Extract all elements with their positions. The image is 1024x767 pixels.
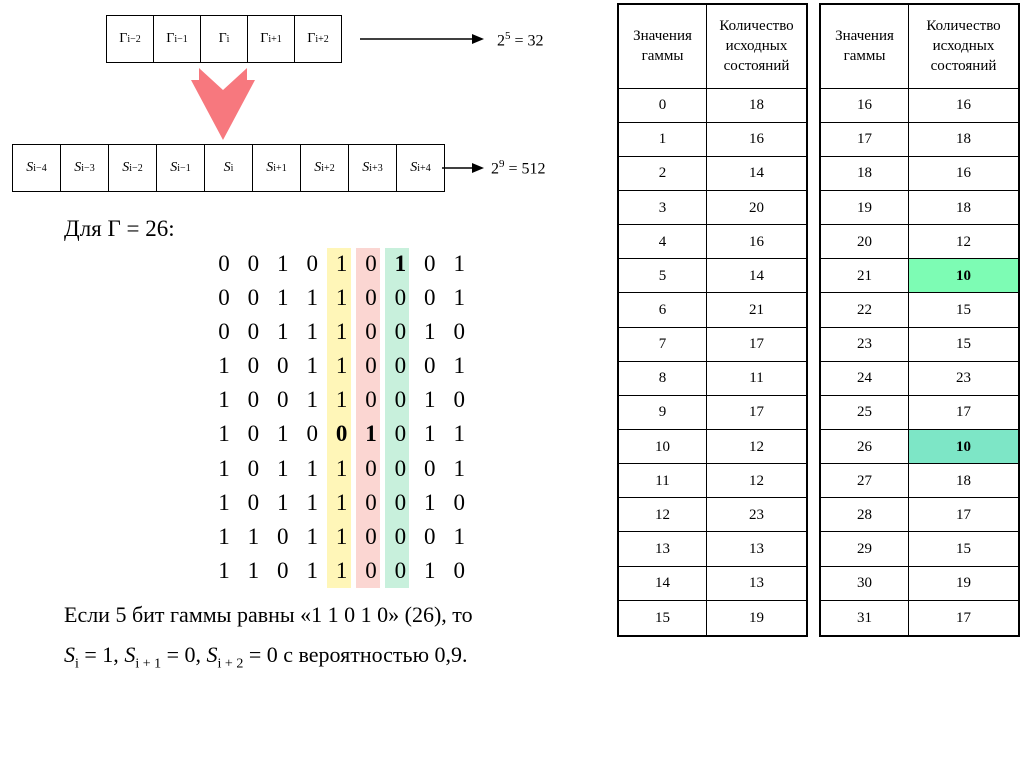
gamma-value-cell: 7 bbox=[619, 328, 707, 361]
bit: 0 bbox=[365, 557, 377, 583]
bit: 1 bbox=[218, 557, 230, 583]
bit: 1 bbox=[335, 285, 348, 311]
gamma-value-cell: 16 bbox=[821, 89, 909, 122]
header-gamma-values: Значения гаммы bbox=[821, 5, 909, 88]
table-row bbox=[821, 532, 1018, 566]
gamma-value-cell: 29 bbox=[821, 532, 909, 565]
bit: 0 bbox=[394, 523, 407, 549]
state-count-cell: 16 bbox=[749, 233, 764, 250]
bit: 1 bbox=[335, 489, 348, 515]
state-cell: S i−1 bbox=[157, 145, 205, 191]
bit: 0 bbox=[277, 353, 289, 379]
gamma-value-cell: 14 bbox=[619, 567, 707, 600]
gamma-value-cell: 21 bbox=[821, 259, 909, 292]
gamma-value-cell: 26 bbox=[821, 430, 909, 463]
bit: 1 bbox=[247, 557, 260, 583]
gamma-value-cell: 15 bbox=[619, 601, 707, 635]
bit: 0 bbox=[365, 251, 377, 276]
gamma-cell: Γ i bbox=[201, 16, 248, 62]
state-count-cell: 18 bbox=[956, 199, 971, 216]
gamma-cell: Γ i−1 bbox=[154, 16, 201, 62]
arrow-right-icon bbox=[442, 160, 486, 176]
bit: 1 bbox=[394, 251, 407, 276]
state-count-cell: 16 bbox=[749, 131, 764, 148]
gamma-value-cell: 0 bbox=[619, 89, 707, 122]
table-row bbox=[619, 225, 806, 259]
state-cell: S i−2 bbox=[109, 145, 157, 191]
gamma-value-cell: 8 bbox=[619, 362, 707, 395]
bit: 1 bbox=[453, 353, 465, 379]
gamma-value-cell: 13 bbox=[619, 532, 707, 565]
bit: 0 bbox=[365, 489, 377, 515]
bit: 1 bbox=[335, 387, 348, 413]
bit: 1 bbox=[335, 353, 348, 379]
bit: 1 bbox=[424, 421, 436, 447]
table-row bbox=[619, 532, 806, 566]
table-row bbox=[821, 464, 1018, 498]
bit: 0 bbox=[277, 557, 289, 583]
gamma-value-cell: 23 bbox=[821, 328, 909, 361]
bit: 0 bbox=[394, 557, 407, 583]
bit: 1 bbox=[218, 455, 230, 481]
bit: 0 bbox=[424, 455, 436, 481]
bit: 1 bbox=[424, 489, 436, 515]
table-header bbox=[619, 5, 806, 89]
state-count-cell: 17 bbox=[749, 404, 764, 421]
bit: 1 bbox=[306, 489, 318, 515]
gamma-value-cell: 17 bbox=[821, 123, 909, 156]
table-row bbox=[619, 430, 806, 464]
gamma-value-cell: 31 bbox=[821, 601, 909, 635]
table-row bbox=[619, 259, 806, 293]
bit: 1 bbox=[218, 387, 230, 413]
table-row bbox=[821, 225, 1018, 259]
table-row bbox=[619, 293, 806, 327]
state-count-cell: 13 bbox=[749, 575, 764, 592]
gamma-value-cell: 5 bbox=[619, 259, 707, 292]
gamma-value-cell: 19 bbox=[821, 191, 909, 224]
gamma-value-cell: 27 bbox=[821, 464, 909, 497]
gamma-value-cell: 6 bbox=[619, 293, 707, 326]
state-count-cell: 16 bbox=[956, 165, 971, 182]
header-state-count: Количество исходных состояний bbox=[719, 18, 794, 75]
bit: 0 bbox=[394, 353, 407, 379]
big-down-arrow-icon bbox=[191, 68, 255, 140]
bit: 0 bbox=[277, 387, 289, 413]
bit: 0 bbox=[218, 319, 230, 345]
formula-gamma-count: $2^5 = 32$ bbox=[497, 30, 544, 50]
bit: 0 bbox=[453, 557, 465, 583]
table-row bbox=[821, 191, 1018, 225]
state-cell: S i+1 bbox=[253, 145, 301, 191]
table-row bbox=[619, 191, 806, 225]
state-count-cell: 10 bbox=[909, 430, 1018, 463]
table-right bbox=[819, 3, 1020, 637]
bit: 1 bbox=[335, 557, 348, 583]
bit: 1 bbox=[453, 285, 465, 311]
bit: 0 bbox=[365, 319, 377, 345]
bit: 0 bbox=[424, 285, 436, 311]
table-row bbox=[619, 362, 806, 396]
state-count-cell: 16 bbox=[956, 97, 971, 114]
gamma-value-cell: 3 bbox=[619, 191, 707, 224]
state-count-cell: 18 bbox=[956, 131, 971, 148]
bit: 0 bbox=[247, 319, 260, 345]
bit: 1 bbox=[306, 285, 318, 311]
state-count-cell: 19 bbox=[749, 609, 764, 626]
table-row bbox=[821, 157, 1018, 191]
gamma-value-cell: 4 bbox=[619, 225, 707, 258]
bit: 0 bbox=[335, 421, 348, 447]
bit: 0 bbox=[365, 455, 377, 481]
state-count-cell: 14 bbox=[749, 165, 764, 182]
gamma-value-cell: 9 bbox=[619, 396, 707, 429]
state-count-cell: 18 bbox=[749, 97, 764, 114]
bit: 0 bbox=[394, 285, 407, 311]
state-cell: S i+3 bbox=[349, 145, 397, 191]
bit: 1 bbox=[335, 251, 348, 276]
bit: 1 bbox=[277, 421, 289, 447]
for-gamma-label: Для Г = 26: bbox=[64, 216, 175, 241]
bit: 1 bbox=[365, 421, 377, 447]
bit: 0 bbox=[306, 251, 318, 276]
table-row bbox=[619, 89, 806, 123]
table-row bbox=[619, 396, 806, 430]
table-left bbox=[617, 3, 808, 637]
state-count-cell: 15 bbox=[956, 336, 971, 353]
table-row bbox=[821, 293, 1018, 327]
gamma-value-cell: 30 bbox=[821, 567, 909, 600]
state-count-cell: 10 bbox=[909, 259, 1018, 292]
state-count-cell: 19 bbox=[956, 575, 971, 592]
bit: 1 bbox=[218, 421, 230, 447]
table-row bbox=[821, 396, 1018, 430]
bit: 1 bbox=[277, 319, 289, 345]
state-count-cell: 13 bbox=[749, 541, 764, 558]
table-row bbox=[619, 567, 806, 601]
bit: 0 bbox=[365, 523, 377, 549]
state-count-cell: 12 bbox=[749, 438, 764, 455]
bit: 0 bbox=[365, 387, 377, 413]
state-count-cell: 17 bbox=[956, 609, 971, 626]
bit: 1 bbox=[306, 523, 318, 549]
table-row bbox=[619, 601, 806, 635]
gamma-value-cell: 22 bbox=[821, 293, 909, 326]
bit: 0 bbox=[453, 489, 465, 515]
table-row bbox=[821, 498, 1018, 532]
state-count-cell: 11 bbox=[749, 370, 764, 387]
bit: 1 bbox=[424, 387, 436, 413]
bit: 1 bbox=[306, 319, 318, 345]
bit: 1 bbox=[277, 489, 289, 515]
state-count-cell: 17 bbox=[956, 506, 971, 523]
state-register-row bbox=[12, 144, 445, 192]
gamma-value-cell: 10 bbox=[619, 430, 707, 463]
bit: 0 bbox=[394, 455, 407, 481]
bit: 0 bbox=[247, 489, 260, 515]
table-row bbox=[821, 430, 1018, 464]
gamma-value-cell: 11 bbox=[619, 464, 707, 497]
table-row bbox=[821, 328, 1018, 362]
gamma-cell: Γ i+2 bbox=[307, 31, 329, 46]
bit: 0 bbox=[365, 353, 377, 379]
bit: 1 bbox=[335, 523, 348, 549]
state-count-cell: 23 bbox=[956, 370, 971, 387]
bit: 1 bbox=[453, 421, 465, 447]
bit: 0 bbox=[247, 251, 260, 276]
gamma-register-row bbox=[106, 15, 342, 63]
table-row bbox=[821, 362, 1018, 396]
table-row bbox=[619, 157, 806, 191]
state-count-cell: 21 bbox=[749, 302, 764, 319]
formula-state-count: $2^9 = 512$ bbox=[491, 158, 546, 178]
table-row bbox=[821, 567, 1018, 601]
bit: 0 bbox=[394, 319, 407, 345]
bit: 0 bbox=[218, 251, 230, 276]
bit: 0 bbox=[247, 353, 260, 379]
bit: 0 bbox=[365, 285, 377, 311]
gamma-value-cell: 1 bbox=[619, 123, 707, 156]
state-cell: S i+2 bbox=[301, 145, 349, 191]
bit: 0 bbox=[424, 523, 436, 549]
state-cell: S i−4 bbox=[13, 145, 61, 191]
bit: 1 bbox=[247, 523, 260, 549]
gamma-cell: Γ i+1 bbox=[248, 16, 295, 62]
state-count-cell: 18 bbox=[956, 472, 971, 489]
state-count-cell: 23 bbox=[749, 506, 764, 523]
bit: 0 bbox=[247, 455, 260, 481]
table-row bbox=[821, 601, 1018, 635]
bit: 0 bbox=[277, 523, 289, 549]
state-cell: S i+4 bbox=[410, 160, 431, 175]
state-count-cell: 12 bbox=[956, 233, 971, 250]
note-line-2: $S_i = 1$, $S_{i + 1} = 0$, $S_{i + 2} = 0$ с вероятностью 0,9. bbox=[64, 642, 468, 672]
state-count-cell: 14 bbox=[749, 267, 764, 284]
bit: 1 bbox=[306, 557, 318, 583]
arrow-right-icon bbox=[360, 31, 486, 47]
bit: 1 bbox=[453, 455, 465, 481]
bit: 0 bbox=[218, 285, 230, 311]
bit: 0 bbox=[453, 319, 465, 345]
state-count-cell: 17 bbox=[956, 404, 971, 421]
bit: 0 bbox=[424, 353, 436, 379]
gamma-value-cell: 12 bbox=[619, 498, 707, 531]
bit: 0 bbox=[394, 421, 407, 447]
bit: 1 bbox=[277, 251, 289, 276]
bit: 0 bbox=[306, 421, 318, 447]
bit: 0 bbox=[453, 387, 465, 413]
bit: 1 bbox=[424, 557, 436, 583]
gamma-value-cell: 25 bbox=[821, 396, 909, 429]
bit: 1 bbox=[218, 523, 230, 549]
table-header bbox=[821, 5, 1018, 89]
bit: 1 bbox=[453, 523, 465, 549]
state-cell: S i bbox=[205, 145, 253, 191]
gamma-value-cell: 2 bbox=[619, 157, 707, 190]
bit: 1 bbox=[335, 319, 348, 345]
state-cell: S i−3 bbox=[61, 145, 109, 191]
bit: 1 bbox=[277, 285, 289, 311]
gamma-value-cell: 24 bbox=[821, 362, 909, 395]
table-row bbox=[619, 498, 806, 532]
state-count-cell: 15 bbox=[956, 541, 971, 558]
bit: 1 bbox=[218, 489, 230, 515]
header-gamma-values: Значения гаммы bbox=[619, 5, 707, 88]
bit: 1 bbox=[306, 455, 318, 481]
gamma-value-cell: 18 bbox=[821, 157, 909, 190]
bit: 1 bbox=[424, 319, 436, 345]
bit: 1 bbox=[306, 387, 318, 413]
bit: 0 bbox=[247, 421, 260, 447]
state-count-cell: 20 bbox=[749, 199, 764, 216]
bit: 1 bbox=[277, 455, 289, 481]
bit: 1 bbox=[218, 353, 230, 379]
state-count-cell: 17 bbox=[749, 336, 764, 353]
bit: 0 bbox=[394, 387, 407, 413]
gamma-value-cell: 20 bbox=[821, 225, 909, 258]
gamma-value-cell: 28 bbox=[821, 498, 909, 531]
bit: 1 bbox=[335, 455, 348, 481]
state-count-cell: 15 bbox=[956, 302, 971, 319]
gamma-cell: Γ i−2 bbox=[107, 16, 154, 62]
bit: 0 bbox=[247, 285, 260, 311]
state-count-cell: 12 bbox=[749, 472, 764, 489]
table-row bbox=[821, 89, 1018, 123]
bit: 0 bbox=[394, 489, 407, 515]
note-line-1: Если 5 бит гаммы равны «1 1 0 1 0» (26), то bbox=[64, 602, 473, 627]
header-state-count: Количество исходных состояний bbox=[926, 18, 1001, 75]
table-row bbox=[619, 328, 806, 362]
table-row bbox=[619, 464, 806, 498]
table-row bbox=[821, 259, 1018, 293]
bit: 0 bbox=[424, 251, 436, 276]
table-row bbox=[619, 123, 806, 157]
bit: 1 bbox=[453, 251, 465, 276]
bit: 1 bbox=[306, 353, 318, 379]
bit: 0 bbox=[247, 387, 260, 413]
table-row bbox=[821, 123, 1018, 157]
